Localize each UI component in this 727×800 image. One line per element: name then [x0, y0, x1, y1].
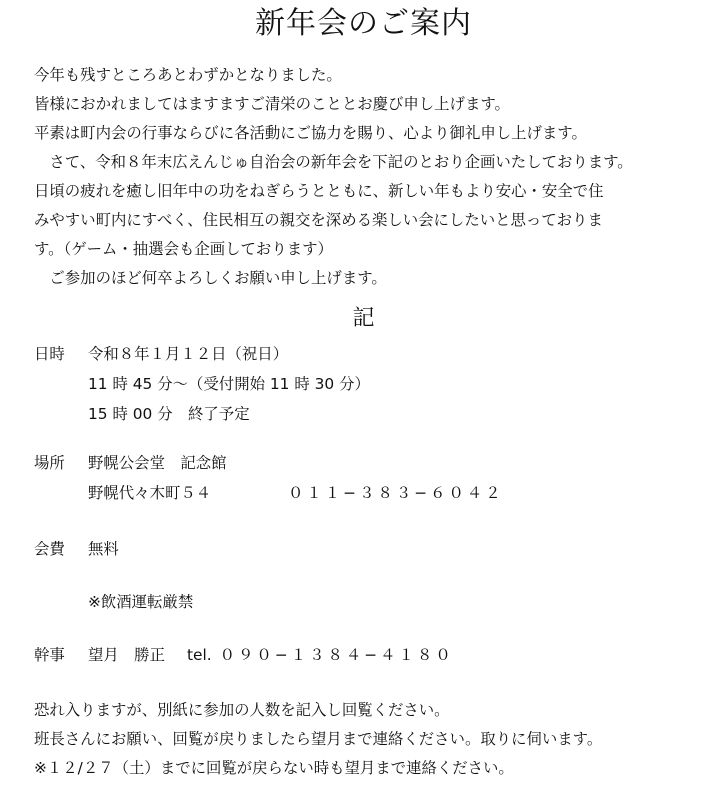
greeting-line: 平素は町内会の行事ならびに各活動にご協力を賜り、心より御礼申し上げます。 [34, 124, 587, 142]
venue-address: 野幌代々木町５４ [88, 484, 212, 502]
organizer-name: 望月 勝正 [88, 646, 165, 664]
datetime-row [34, 342, 288, 366]
start-time: 11 時 45 分～（受付開始 11 時 30 分） [88, 375, 370, 393]
page-title: 新年会のご案内 [255, 6, 472, 41]
closing-line: ※１２/２７（土）までに回覧が戻らない時も望月まで連絡ください。 [34, 759, 514, 777]
organizer-tel-prefix: tel. [186, 646, 212, 664]
closing-line: 班長さんにお願い、回覧が戻りましたら望月まで連絡ください。取りに伺います。 [34, 730, 603, 748]
fee-label: 会費 [34, 540, 65, 558]
fee-row [34, 537, 119, 561]
end-time: 15 時 00 分 終了予定 [88, 405, 250, 423]
greeting-line: 日頃の疲れを癒し旧年中の功をねぎらうとともに、新しい年もより安心・安全で住 [34, 182, 604, 200]
venue-row [34, 451, 227, 475]
venue-label: 場所 [34, 454, 65, 472]
greeting-line: ご参加のほど何卒よろしくお願い申し上げます。 [34, 269, 387, 287]
greeting-line: 今年も残すところあとわずかとなりました。 [34, 66, 342, 84]
fee-note: ※飲酒運転厳禁 [88, 593, 194, 611]
venue-phone: ０１１−３８３−６０４２ [288, 484, 504, 502]
organizer-phone: ０９０−１３８４−４１８０ [219, 646, 454, 664]
venue-name: 野幌公会堂 記念館 [88, 454, 227, 472]
organizer-row [34, 643, 454, 667]
ki-heading: 記 [352, 306, 375, 331]
greeting-line: 皆様におかれましてはますますご清栄のこととお慶び申し上げます。 [34, 95, 510, 113]
greeting-line: す。（ゲーム・抽選会も企画しております） [34, 240, 333, 258]
greeting-line: みやすい町内にすべく、住民相互の親交を深める楽しい会にしたいと思っておりま [34, 211, 603, 229]
greeting-paragraph [34, 61, 714, 293]
closing-line: 恐れ入りますが、別紙に参加の人数を記入し回覧ください。 [34, 701, 450, 719]
closing-notes [34, 696, 724, 783]
datetime-label: 日時 [34, 345, 65, 363]
organizer-label: 幹事 [34, 646, 65, 664]
event-date: 令和８年１月１２日（祝日） [88, 345, 289, 363]
greeting-line: さて、令和８年末広えんじゅ自治会の新年会を下記のとおり企画いたしております。 [34, 153, 633, 171]
fee-value: 無料 [88, 540, 119, 558]
